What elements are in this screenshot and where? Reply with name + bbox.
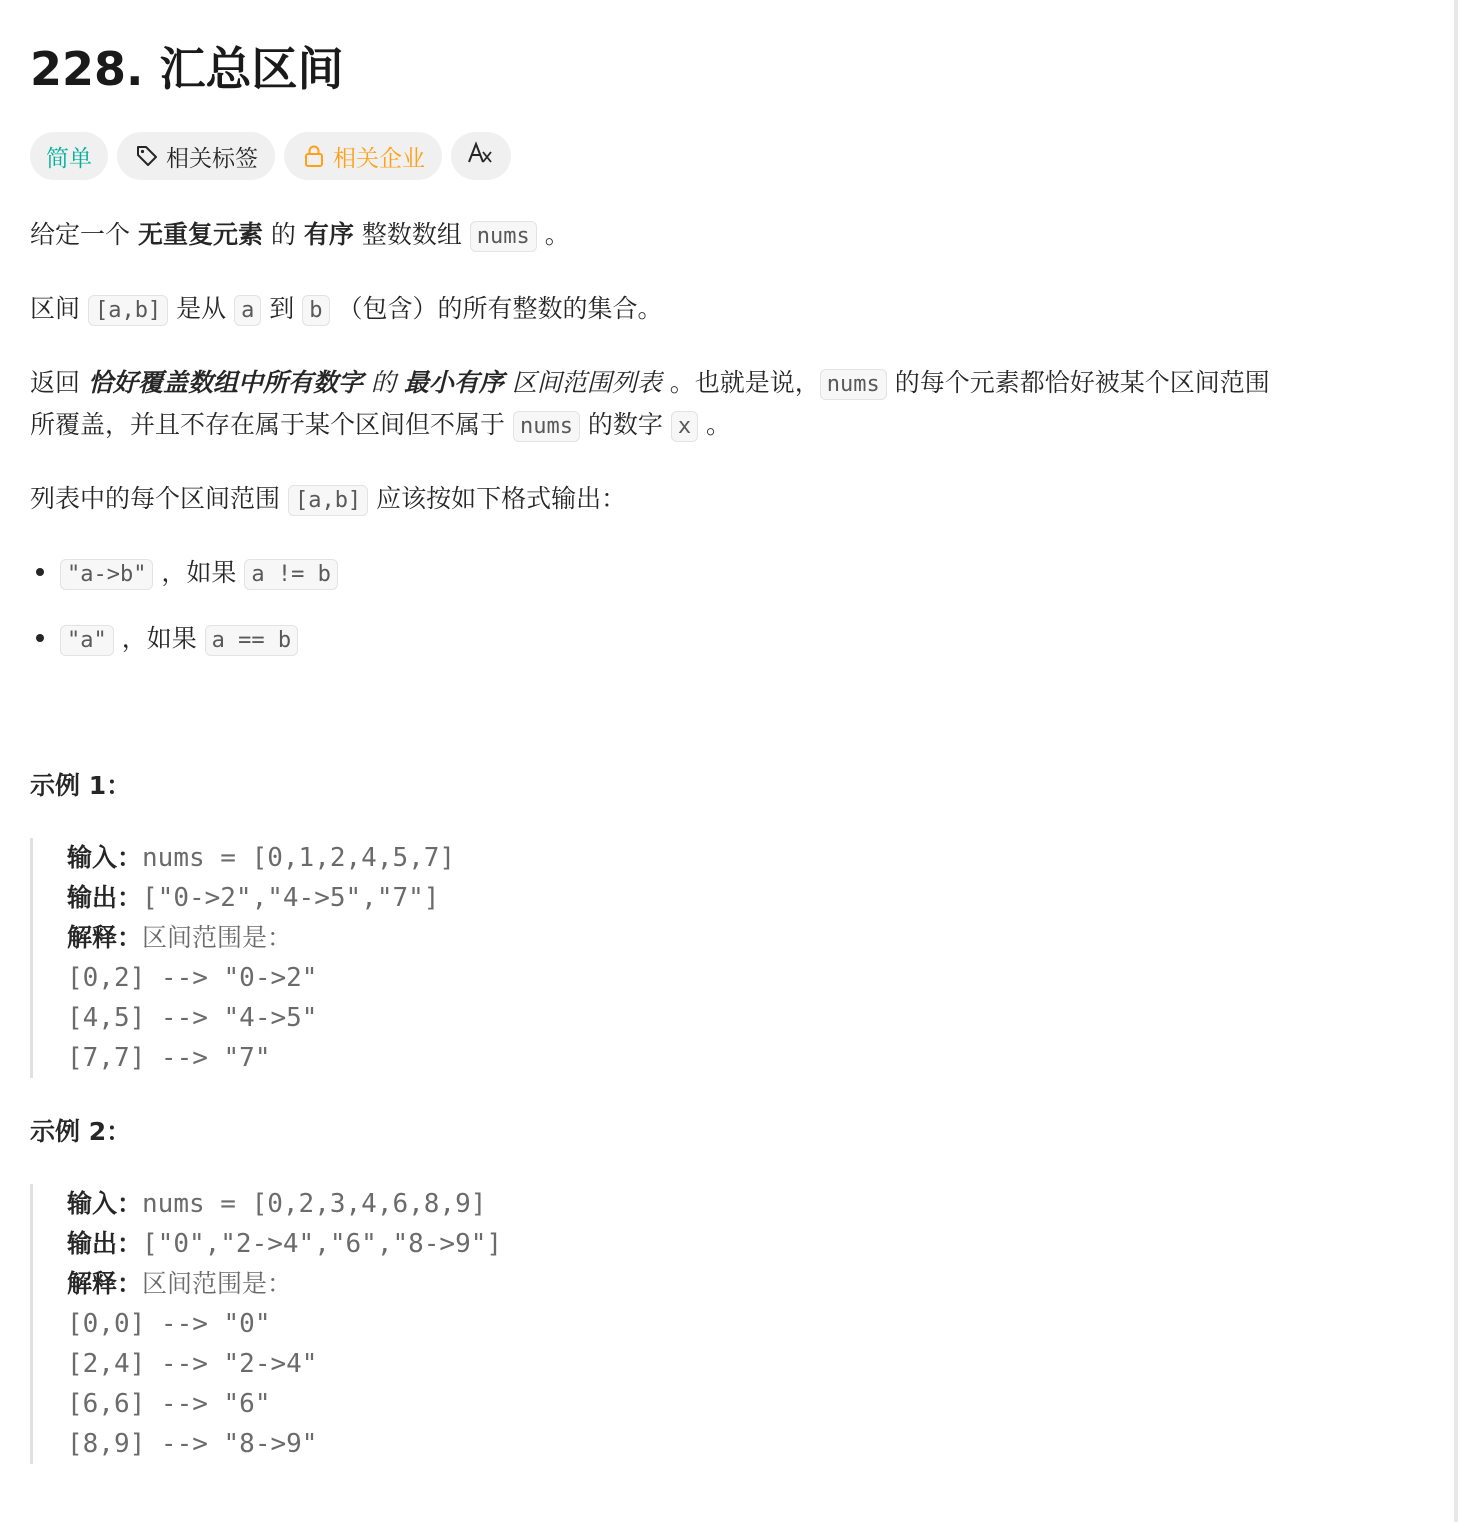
tag-row [30, 132, 511, 180]
difficulty-badge[interactable]: 简单 [30, 132, 108, 180]
inline-code: a != b [244, 559, 337, 590]
inline-code: a [234, 295, 261, 326]
example-1-block: 输入：nums = [0,1,2,4,5,7] 输出：["0->2","4->5","7"] 解释：区间范围是： [0,2] --> "0->2" [4,5] --> "4->5" [7,7] --> "7" [30, 838, 455, 1078]
lock-icon [301, 143, 327, 169]
related-companies-label: 相关企业 [333, 145, 425, 172]
inline-code: b [302, 295, 329, 326]
related-companies-button[interactable] [284, 132, 442, 180]
inline-code: nums [513, 411, 580, 442]
example-2-block: 输入：nums = [0,2,3,4,6,8,9] 输出：["0","2->4","6","8->9"] 解释：区间范围是： [0,0] --> "0" [2,4] --> "2->4" [6,6] --> "6" [8,9] --> "8->9" [30, 1184, 502, 1464]
inline-code: "a->b" [60, 559, 153, 590]
inline-code: "a" [60, 625, 114, 656]
translate-icon [467, 140, 495, 172]
example-2-heading: 示例 2： [30, 1117, 132, 1146]
example-1-heading: 示例 1： [30, 771, 132, 800]
inline-code: a == b [205, 625, 298, 656]
description-paragraph-3-cont: 所覆盖，并且不存在属于某个区间但不属于 nums 的数字 x 。 [30, 404, 731, 448]
related-tags-button[interactable] [117, 132, 275, 180]
inline-code: [a,b] [88, 295, 168, 326]
bullet-dot [36, 634, 44, 642]
list-item: "a" ，如果 a == b [30, 618, 298, 662]
inline-code: nums [470, 221, 537, 252]
description-paragraph-3: 返回 恰好覆盖数组中所有数字 的 最小有序 区间范围列表 。也就是说， nums 的每个元素都恰好被某个区间范围 [30, 362, 1270, 406]
related-tags-label: 相关标签 [166, 145, 258, 172]
list-item: "a->b" ，如果 a != b [30, 552, 338, 596]
scrollbar-track[interactable] [1454, 0, 1458, 1522]
page-title: 228. 汇总区间 [30, 42, 344, 96]
inline-code: nums [820, 369, 887, 400]
description-paragraph-4: 列表中的每个区间范围 [a,b] 应该按如下格式输出： [30, 478, 626, 522]
inline-code: x [671, 411, 698, 442]
tag-icon [134, 143, 160, 169]
translate-button[interactable] [451, 132, 511, 180]
inline-code: [a,b] [288, 485, 368, 516]
description-paragraph-1: 给定一个 无重复元素 的 有序 整数数组 nums 。 [30, 214, 570, 258]
description-paragraph-2: 区间 [a,b] 是从 a 到 b （包含）的所有整数的集合。 [30, 288, 662, 332]
bullet-dot [36, 568, 44, 576]
